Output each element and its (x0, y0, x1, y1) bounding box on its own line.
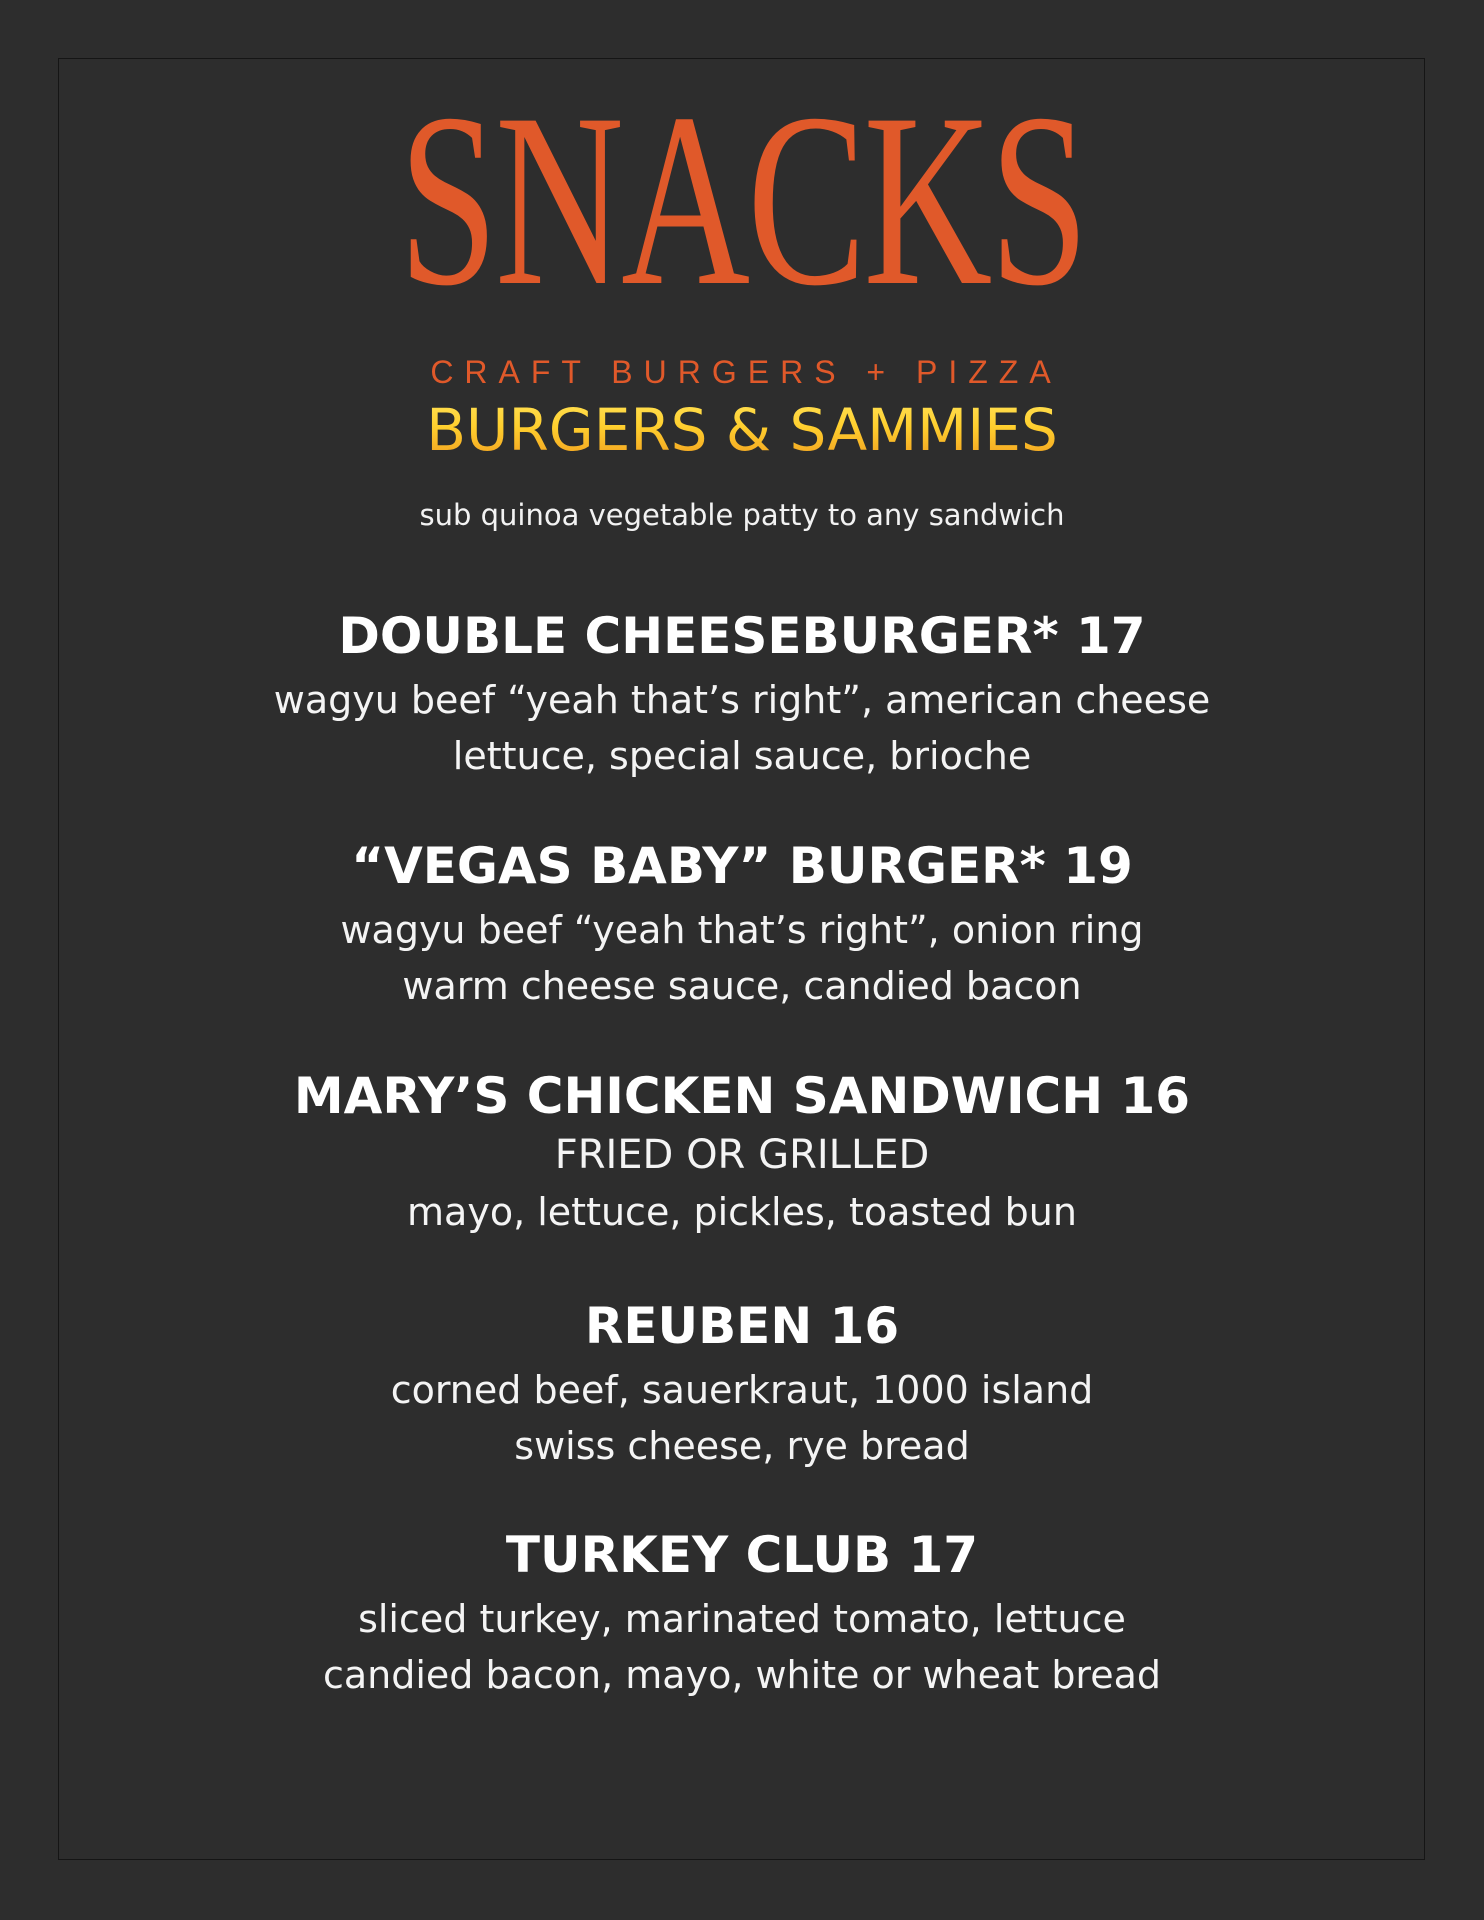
menu-item-marys-chicken-sandwich (0, 1066, 1484, 1240)
brand-logo (0, 62, 1484, 337)
item-description-line: warm cheese sauce, candied bacon (402, 964, 1082, 1008)
item-description-line: corned beef, sauerkraut, 1000 island (390, 1368, 1094, 1412)
item-title: MARY’S CHICKEN SANDWICH 16 (293, 1067, 1191, 1125)
item-description-line: candied bacon, mayo, white or wheat bread (322, 1653, 1162, 1697)
brand-name: SNACKS (398, 62, 1086, 337)
item-title: TURKEY CLUB 17 (505, 1526, 979, 1584)
item-title: “VEGAS BABY” BURGER* 19 (351, 837, 1133, 895)
item-description-line: wagyu beef “yeah that’s right”, onion ring (340, 908, 1144, 952)
brand-tagline: CRAFT BURGERS + PIZZA (430, 354, 1062, 390)
section-note: sub quinoa vegetable patty to any sandwich (419, 498, 1065, 532)
item-description-line: lettuce, special sauce, brioche (452, 734, 1032, 778)
item-description-line: mayo, lettuce, pickles, toasted bun (407, 1190, 1077, 1234)
section-title: BURGERS & SAMMIES (0, 395, 1484, 465)
menu-item-reuben (0, 1296, 1484, 1474)
menu-item-turkey-club (0, 1525, 1484, 1703)
item-subtitle: FRIED OR GRILLED (554, 1132, 930, 1178)
item-description-line: wagyu beef “yeah that’s right”, american cheese (273, 678, 1211, 722)
item-description-line: swiss cheese, rye bread (514, 1424, 970, 1468)
item-title: DOUBLE CHEESEBURGER* 17 (338, 607, 1146, 665)
item-title: REUBEN 16 (584, 1297, 900, 1355)
menu-item-double-cheeseburger (0, 606, 1484, 784)
item-description-line: sliced turkey, marinated tomato, lettuce (358, 1597, 1126, 1641)
menu-item-vegas-baby-burger (0, 836, 1484, 1014)
